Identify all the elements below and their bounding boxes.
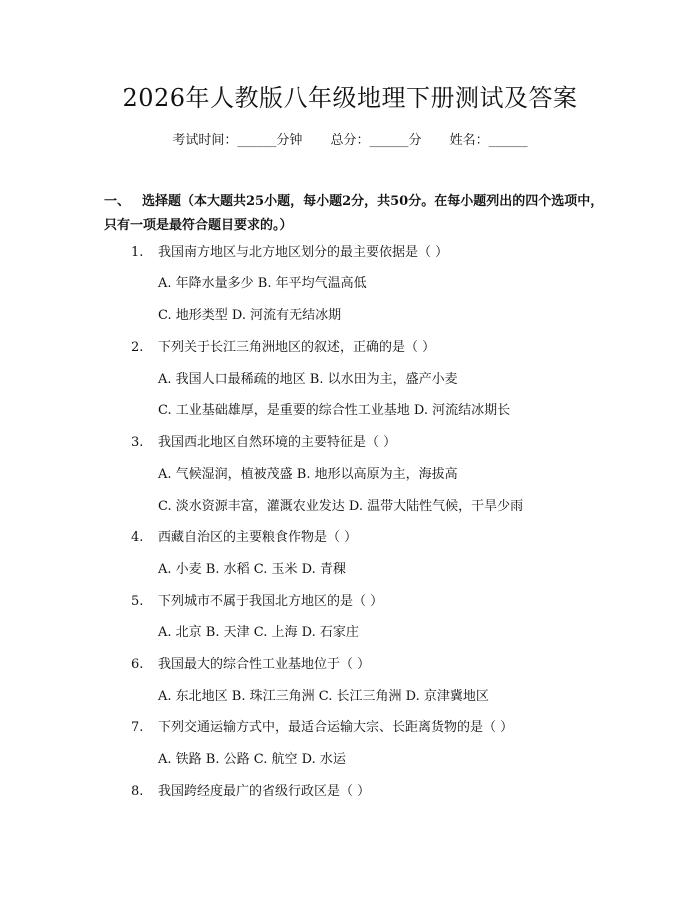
section-heading: [104, 190, 604, 238]
question-text: 下列交通运输方式中，最适合运输大宗、长距离货物的是（ ）: [158, 720, 514, 735]
question-options: A. 气候湿润，植被茂盛 B. 地形以高原为主，海拔高: [158, 467, 458, 482]
question-options: C. 地形类型 D. 河流有无结冰期: [158, 308, 342, 323]
question-options: C. 工业基础雄厚，是重要的综合性工业基地 D. 河流结冰期长: [158, 403, 511, 418]
question-number: 3.: [131, 435, 144, 450]
question-options: A. 北京 B. 天津 C. 上海 D. 石家庄: [158, 625, 359, 640]
question-text: 我国跨经度最广的省级行政区是（ ）: [158, 784, 371, 799]
question-number: 5.: [131, 594, 144, 609]
question-number: 6.: [131, 657, 144, 672]
total-score-field: 总分：______分: [330, 133, 422, 148]
question-text: 我国最大的综合性工业基地位于（ ）: [158, 657, 371, 672]
section-number: 一、: [104, 194, 131, 209]
section-instructions: 选择题（本大题共25小题，每小题2分，共50分。在每小题列出的四个选项中，只有一项是最符合题目要求的。）: [104, 194, 604, 233]
student-name-field: 姓名：______: [449, 133, 528, 148]
question-options: A. 东北地区 B. 珠江三角洲 C. 长江三角洲 D. 京津冀地区: [158, 689, 489, 704]
question-number: 8.: [131, 784, 144, 799]
question-number: 1.: [131, 245, 144, 260]
question-number: 2.: [131, 340, 144, 355]
question-text: 我国南方地区与北方地区划分的最主要依据是（ ）: [158, 245, 449, 260]
exam-time-field: 考试时间：______分钟: [172, 133, 303, 148]
question-options: A. 小麦 B. 水稻 C. 玉米 D. 青稞: [158, 562, 346, 577]
question-options: A. 我国人口最稀疏的地区 B. 以水田为主，盛产小麦: [158, 372, 458, 387]
question-number: 4.: [131, 530, 144, 545]
question-text: 下列城市不属于我国北方地区的是（ ）: [158, 594, 384, 609]
question-options: A. 年降水量多少 B. 年平均气温高低: [158, 276, 367, 291]
question-text: 西藏自治区的主要粮食作物是（ ）: [158, 530, 358, 545]
page-title: 2026年人教版八年级地理下册测试及答案: [122, 84, 578, 112]
question-text: 下列关于长江三角洲地区的叙述，正确的是（ ）: [158, 340, 436, 355]
question-options: C. 淡水资源丰富，灌溉农业发达 D. 温带大陆性气候，干旱少雨: [158, 499, 524, 514]
question-number: 7.: [131, 720, 144, 735]
exam-info-line: [0, 131, 700, 151]
question-text: 我国西北地区自然环境的主要特征是（ ）: [158, 435, 397, 450]
question-options: A. 铁路 B. 公路 C. 航空 D. 水运: [158, 752, 346, 767]
